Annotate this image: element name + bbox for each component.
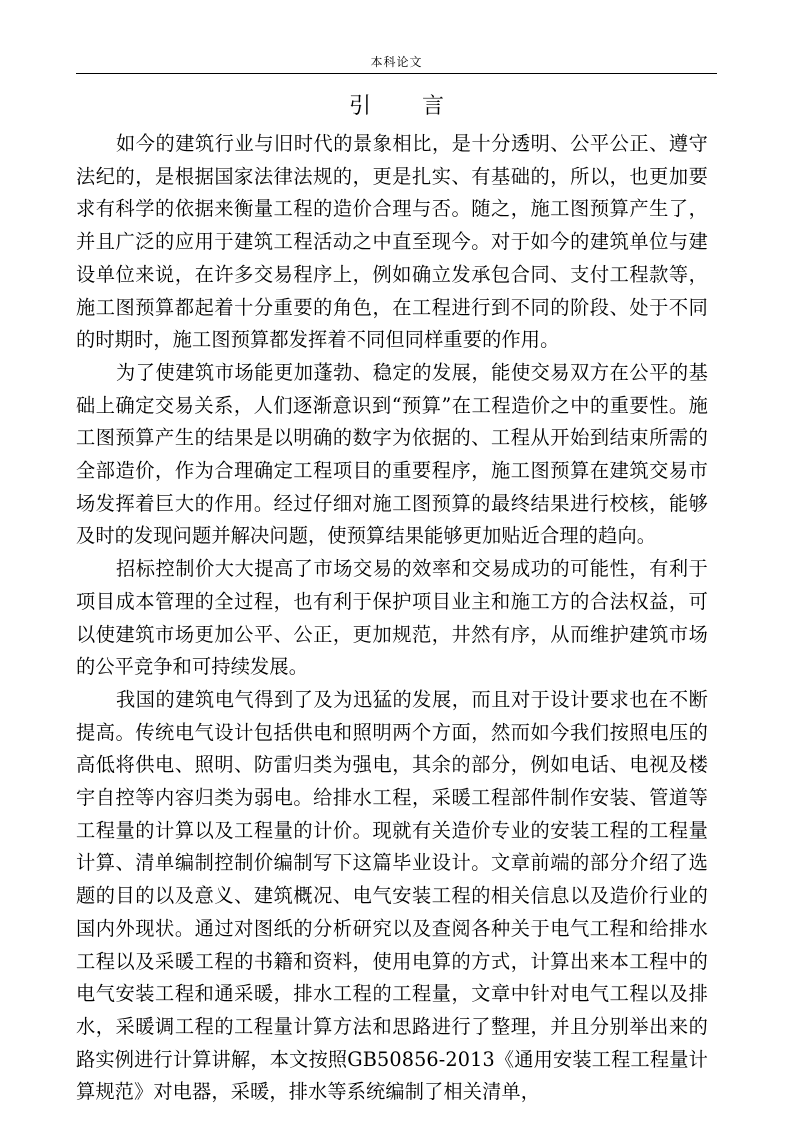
paragraph: 我国的建筑电气得到了及为迅猛的发展，而且对于设计要求也在不断提高。传统电气设计包括供电和照明两个方面，然而如今我们按照电压的高低将供电、照明、防雷归类为强电，其余的部分，例如电话、电视及楼宇自控等内容归类为弱电。给排水工程，采暖工程部件制作安装、管道等工程量的计算以及工程量的计价。现就有关造价专业的安装工程的工程量计算、清单编制控制价编制写下这篇毕业设计。文章前端的部分介绍了选题的目的以及意义、建筑概况、电气安装工程的相关信息以及造价行业的国内外现状。通过对图纸的分析研究以及查阅各种关于电气工程和给排水工程以及采暖工程的书籍和资料，使用电算的方式，计算出来本工程中的电气安装工程和通采暖，排水工程的工程量，文章中针对电气工程以及排水，采暖调工程的工程量计算方法和思路进行了整理，并且分别举出来的路实例进行计算讲解，本文按照GB50856-2013《通用安装工程工程量计算规范》对电器，采暖，排水等系统编制了相关清单，: [76, 687, 708, 1104]
body-text: [76, 128, 708, 1109]
running-header: 本科论文: [370, 55, 423, 69]
section-title: 引 言: [349, 94, 444, 119]
paragraph: 如今的建筑行业与旧时代的景象相比，是十分透明、公平公正、遵守法纪的，是根据国家法律法规的，更是扎实、有基础的，所以，也更加要求有科学的依据来衡量工程的造价合理与否。随之，施工图预算产生了，并且广泛的应用于建筑工程活动之中直至现今。对于如今的建筑单位与建设单位来说，在许多交易程序上，例如确立发承包合同、支付工程款等，施工图预算都起着十分重要的角色，在工程进行到不同的阶段、处于不同的时期时，施工图预算都发挥着不同但同样重要的作用。: [76, 132, 708, 352]
header-divider: [76, 73, 717, 74]
paragraph: 为了使建筑市场能更加蓬勃、稳定的发展，能使交易双方在公平的基础上确定交易关系，人们逐渐意识到“预算”在工程造价之中的重要性。施工图预算产生的结果是以明确的数字为依据的、工程从开始到结束所需的全部造价，作为合理确定工程项目的重要程序，施工图预算在建筑交易市场发挥着巨大的作用。经过仔细对施工图预算的最终结果进行校核，能够及时的发现问题并解决问题，使预算结果能够更加贴近合理的趋向。: [76, 360, 708, 548]
paragraph: 招标控制价大大提高了市场交易的效率和交易成功的可能性，有利于项目成本管理的全过程，也有利于保护项目业主和施工方的合法权益，可以使建筑市场更加公平、公正，更加规范，井然有序，从而维护建筑市场的公平竞争和可持续发展。: [76, 557, 708, 679]
